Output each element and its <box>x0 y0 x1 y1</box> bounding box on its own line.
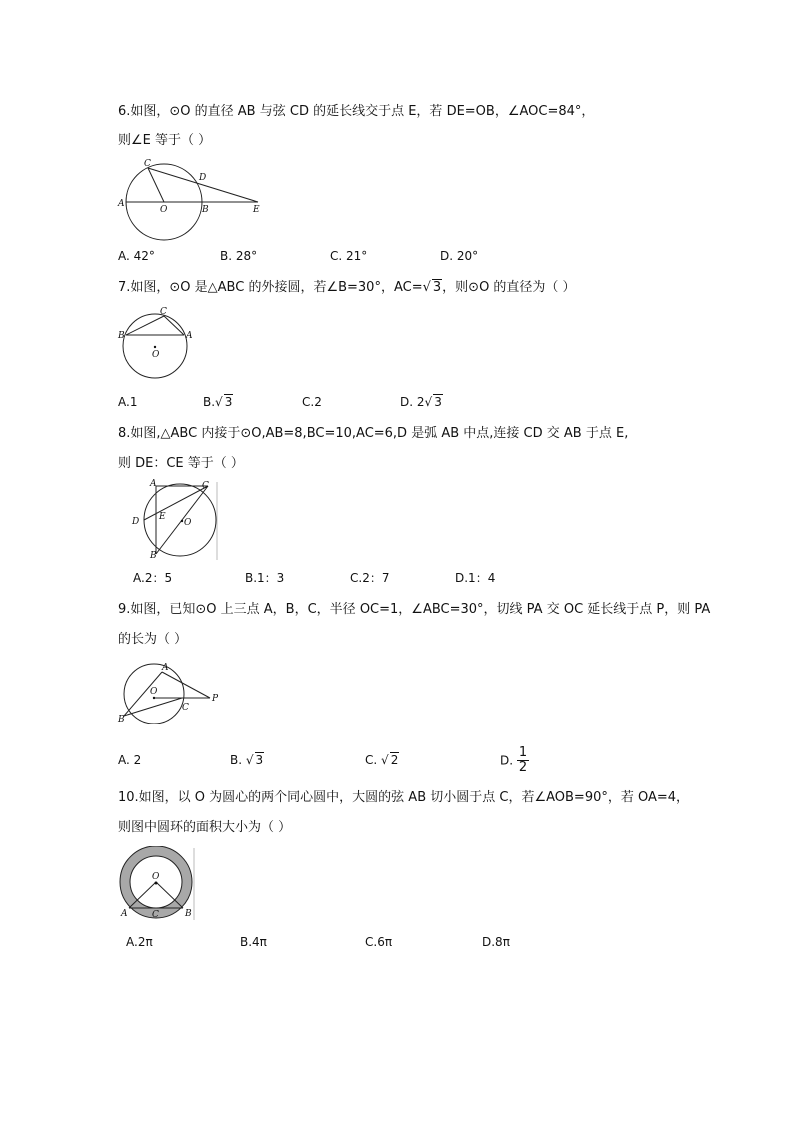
q9-label-o: O <box>150 687 158 697</box>
q10-figure <box>116 846 198 922</box>
q6-option-d: D. 20° <box>440 249 479 263</box>
q6-label-c: C <box>144 159 151 169</box>
q6-stem-line2: 则∠E 等于（ ） <box>118 133 212 148</box>
q6-label-d: D <box>199 173 207 183</box>
q6-label-a: A <box>118 199 125 209</box>
q9-option-b: B. √ 3 <box>230 753 264 767</box>
q6-option-c: C. 21° <box>330 249 368 263</box>
q7-figure <box>116 304 198 384</box>
q10-option-c: C.6π <box>365 935 393 949</box>
q8-stem-line1: 8.如图,△ABC 内接于⊙O,AB=8,BC=10,AC=6,D 是弧 AB 中点,连接 CD 交 AB 于点 E, <box>118 426 629 441</box>
q9-figure <box>116 660 226 724</box>
q7-option-c: C.2 <box>302 395 322 409</box>
q7-label-o: O <box>152 350 160 360</box>
q8-stem-line2: 则 DE：CE 等于（ ） <box>118 456 244 471</box>
q7-option-a: A.1 <box>118 395 138 409</box>
q7-option-d: D. 2√ 3 <box>400 395 442 409</box>
q6-label-o: O <box>160 205 168 215</box>
q6-stem-line1: 6.如图，⊙O 的直径 AB 与弦 CD 的延长线交于点 E，若 DE=OB，∠AOC=84°， <box>118 104 595 119</box>
q9-option-c: C. √ 2 <box>365 753 399 767</box>
q7-stem-line1 <box>118 280 576 296</box>
q7-option-b: B.√ 3 <box>203 395 233 409</box>
q9-stem-line1: 9.如图，已知⊙O 上三点 A，B，C，半径 OC=1，∠ABC=30°，切线 PA 交 OC 延长线于点 P，则 PA <box>118 602 711 617</box>
q10-label-c: C <box>152 910 159 920</box>
q7-label-a: A <box>186 331 193 341</box>
q8-label-e: E <box>159 512 166 522</box>
q6-label-b: B <box>202 205 209 215</box>
q6-option-b: B. 28° <box>220 249 258 263</box>
q8-label-b: B <box>150 551 157 561</box>
q10-label-o: O <box>152 872 160 882</box>
q7-label-b: B <box>118 331 125 341</box>
q8-option-d: D.1：4 <box>455 571 496 585</box>
q9-label-p: P <box>212 694 219 704</box>
q10-option-d: D.8π <box>482 935 510 949</box>
q6-option-a: A. 42° <box>118 249 155 263</box>
q9-label-a: A <box>162 663 169 673</box>
q9-label-c: C <box>182 703 189 713</box>
q8-option-c: C.2：7 <box>350 571 390 585</box>
q7-label-c: C <box>160 307 167 317</box>
q9-label-b: B <box>118 715 125 724</box>
q9-stem-line2: 的长为（ ） <box>118 632 188 647</box>
q10-stem-line1: 10.如图，以 O 为圆心的两个同心圆中，大圆的弦 AB 切小圆于点 C，若∠AOB=90°，若 OA=4， <box>118 790 690 805</box>
q6-label-e: E <box>253 205 260 215</box>
q8-figure <box>128 478 220 562</box>
q10-stem-line2: 则图中圆环的面积大小为（ ） <box>118 820 292 835</box>
q7-stem-post: ，则⊙O 的直径为（ ） <box>442 280 576 295</box>
q9-option-a: A. 2 <box>118 753 142 767</box>
q8-label-c: C <box>202 481 209 491</box>
q8-label-d: D <box>132 517 140 527</box>
q10-label-a: A <box>121 909 128 919</box>
q8-label-a: A <box>150 479 157 489</box>
q6-figure <box>116 156 266 242</box>
q8-label-o: O <box>184 518 192 528</box>
q7-stem-pre: 7.如图，⊙O 是△ABC 的外接圆，若∠B=30°，AC= <box>118 280 423 295</box>
q8-option-a: A.2：5 <box>133 571 173 585</box>
q10-option-b: B.4π <box>240 935 267 949</box>
q7-stem-sqrt: √ 3 <box>422 280 442 295</box>
q10-option-a: A.2π <box>126 935 153 949</box>
q10-label-b: B <box>185 909 192 919</box>
q9-option-d: D. $\frac{1}{2}$ <box>500 745 528 775</box>
q8-option-b: B.1：3 <box>245 571 285 585</box>
